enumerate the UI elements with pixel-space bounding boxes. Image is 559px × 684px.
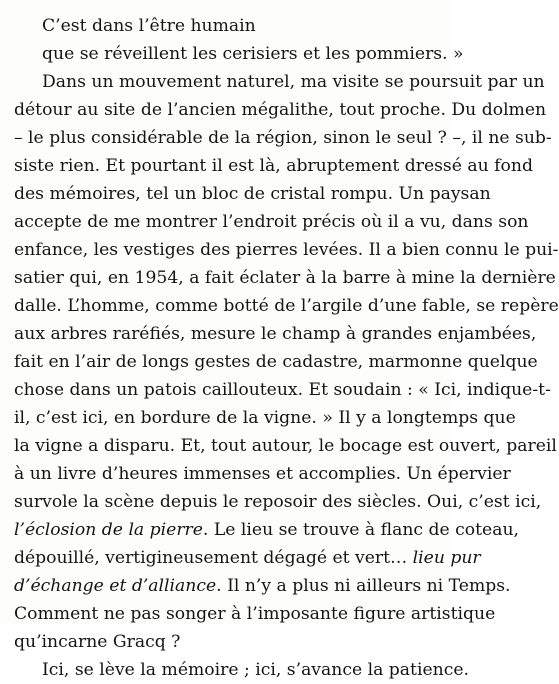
text-segment: dalle. L’homme, comme botté de l’argile d’une fable, se repère xyxy=(14,296,559,316)
text-segment: survole la scène depuis le reposoir des siècles. Oui, c’est ici, xyxy=(14,492,542,512)
italic-phrase: l’éclosion de la pierre xyxy=(14,520,203,540)
text-segment: accepte de me montrer l’endroit précis où il a vu, dans son xyxy=(14,212,529,232)
text-segment: . Le lieu se trouve à flanc de coteau, xyxy=(202,520,519,540)
body-text xyxy=(14,12,559,684)
text-line xyxy=(14,488,542,516)
text-line xyxy=(14,348,538,376)
text-line xyxy=(14,656,469,684)
text-line xyxy=(14,68,545,96)
text-segment: Dans un mouvement naturel, ma visite se poursuit par un xyxy=(42,72,545,92)
text-line xyxy=(14,180,491,208)
text-segment: des mémoires, tel un bloc de cristal rompu. Un paysan xyxy=(14,184,491,204)
text-segment: Comment ne pas songer à l’imposante figure artistique xyxy=(14,604,496,624)
text-segment: fait en l’air de longs gestes de cadastre, marmonne quelque xyxy=(14,352,538,372)
text-line xyxy=(14,320,537,348)
text-segment: siste rien. Et pourtant il est là, abruptement dressé au fond xyxy=(14,156,533,176)
text-line xyxy=(14,432,557,460)
text-line xyxy=(14,124,552,152)
text-line xyxy=(14,376,551,404)
text-line xyxy=(14,404,516,432)
text-segment: aux arbres raréfiés, mesure le champ à grandes enjambées, xyxy=(14,324,537,344)
text-segment: détour au site de l’ancien mégalithe, tout proche. Du dolmen xyxy=(14,100,547,120)
text-line xyxy=(14,460,511,488)
text-line xyxy=(14,208,529,236)
text-line xyxy=(14,96,547,124)
text-segment: dépouillé, vertigineusement dégagé et vert… xyxy=(14,548,413,568)
text-line xyxy=(14,600,496,628)
text-line xyxy=(14,264,556,292)
text-segment: il, c’est ici, en bordure de la vigne. » Il y a longtemps que xyxy=(14,408,516,428)
text-line xyxy=(14,544,481,572)
text-line xyxy=(14,12,434,40)
text-segment: Ici, se lève la mémoire ; ici, s’avance la patience. xyxy=(42,660,469,680)
text-line xyxy=(14,292,559,320)
text-segment: qu’incarne Gracq ? xyxy=(14,632,181,652)
italic-phrase: lieu pur xyxy=(412,548,481,568)
text-line xyxy=(14,628,434,656)
text-segment: enfance, les vestiges des pierres levées. Il a bien connu le pui- xyxy=(14,240,559,260)
text-line xyxy=(14,40,464,68)
text-segment: la vigne a disparu. Et, tout autour, le bocage est ouvert, pareil xyxy=(14,436,557,456)
text-line xyxy=(14,236,559,264)
italic-phrase: d’échange et d’alliance xyxy=(14,576,217,596)
text-segment: à un livre d’heures immenses et accomplies. Un épervier xyxy=(14,464,511,484)
text-line xyxy=(14,152,533,180)
text-segment: chose dans un patois caillouteux. Et soudain : « Ici, indique-t- xyxy=(14,380,551,400)
text-segment: C’est dans l’être humain xyxy=(42,16,256,36)
text-line xyxy=(14,516,519,544)
text-segment: – le plus considérable de la région, sinon le seul ? –, il ne sub- xyxy=(14,128,552,148)
text-segment: satier qui, en 1954, a fait éclater à la barre à mine la dernière xyxy=(14,268,556,288)
text-segment: que se réveillent les cerisiers et les pommiers. » xyxy=(42,44,464,64)
text-segment: . Il n’y a plus ni ailleurs ni Temps. xyxy=(216,576,511,596)
text-line xyxy=(14,572,511,600)
